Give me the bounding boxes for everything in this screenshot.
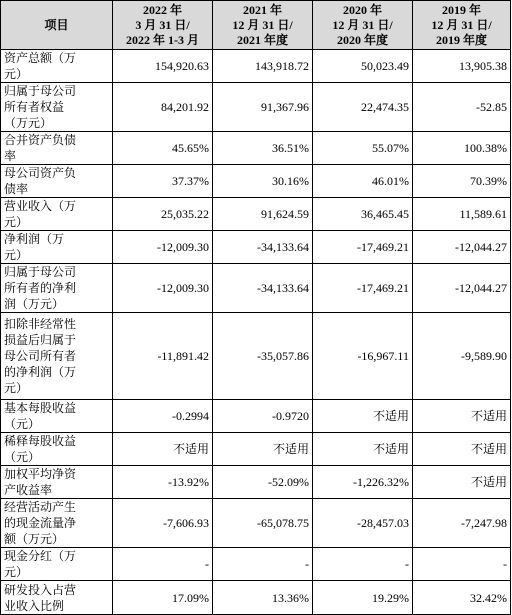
row-label-cell	[1, 264, 113, 313]
value-cell: 不适用	[113, 433, 213, 466]
value-cell: 30.16%	[213, 165, 313, 198]
header-line: 12 月 31 日/	[332, 17, 393, 32]
value-cell: 91,367.96	[213, 83, 313, 132]
row-label-line: 元）	[4, 381, 29, 395]
row-label-cell	[1, 231, 113, 264]
value-cell: 36.51%	[213, 132, 313, 165]
row-label-line: 的现金流量净	[4, 516, 77, 530]
header-cell-2021	[213, 1, 313, 50]
row-label-line: 元）	[4, 248, 29, 262]
value-cell: 46.01%	[313, 165, 413, 198]
value-cell: 13.36%	[213, 581, 313, 615]
row-label-line: 的净利润（万	[4, 365, 77, 379]
value-cell: -17,469.21	[313, 264, 413, 313]
value-cell: -	[413, 548, 511, 581]
header-line: 12 月 31 日/	[431, 17, 492, 32]
header-line: 2020 年	[342, 2, 382, 17]
header-cell-2020	[313, 1, 413, 50]
row-label-line: 元）	[4, 565, 29, 579]
row-label-line: 损益后归属于	[4, 333, 77, 347]
row-label-line: 归属于母公司	[4, 265, 77, 279]
row-label-line: 合并资产负债	[4, 133, 77, 147]
row-label-line: 率	[4, 149, 17, 163]
row-label-line: 润（万元）	[4, 297, 65, 311]
value-cell: -12,044.27	[413, 231, 511, 264]
row-label-line: 扣除非经常性	[4, 317, 77, 331]
row-label-line: 净利润（万	[4, 232, 65, 246]
value-cell: -16,967.11	[313, 313, 413, 400]
value-cell: 22,474.35	[313, 83, 413, 132]
row-label-cell	[1, 466, 113, 499]
row-label-cell	[1, 313, 113, 400]
value-cell: -34,133.64	[213, 231, 313, 264]
value-cell: 不适用	[313, 433, 413, 466]
value-cell: -12,009.30	[113, 231, 213, 264]
table-row	[1, 132, 511, 165]
row-label-line: 额（万元）	[4, 532, 65, 546]
header-line: 2022 年	[142, 2, 182, 17]
table-row	[1, 581, 511, 615]
row-label-line: 经营活动产生	[4, 500, 77, 514]
value-cell: -12,044.27	[413, 264, 511, 313]
row-label-line: 研发投入占营	[4, 582, 77, 597]
row-label-cell	[1, 499, 113, 548]
value-cell: -7,606.93	[113, 499, 213, 548]
row-label-line: （元）	[4, 417, 41, 431]
value-cell: -13.92%	[113, 466, 213, 499]
table-row	[1, 165, 511, 198]
value-cell: 55.07%	[313, 132, 413, 165]
row-label-line: （元）	[4, 450, 41, 464]
value-cell: -	[213, 548, 313, 581]
row-label-cell	[1, 50, 113, 83]
value-cell: 91,624.59	[213, 198, 313, 231]
value-cell: 25,035.22	[113, 198, 213, 231]
value-cell: -	[313, 548, 413, 581]
table-row	[1, 433, 511, 466]
row-label-line: 现金分红（万	[4, 549, 77, 563]
row-label-cell	[1, 132, 113, 165]
value-cell: 不适用	[313, 400, 413, 433]
value-cell: -65,078.75	[213, 499, 313, 548]
value-cell: 不适用	[213, 433, 313, 466]
table-row	[1, 83, 511, 132]
row-label-line: 母公司所有者	[4, 349, 77, 363]
value-cell: -12,009.30	[113, 264, 213, 313]
header-cell-2022q1	[113, 1, 213, 50]
header-line: 2021 年	[242, 2, 282, 17]
row-label-cell	[1, 83, 113, 132]
value-cell: 17.09%	[113, 581, 213, 615]
row-label-cell	[1, 198, 113, 231]
header-line: 项目	[44, 17, 69, 32]
value-cell: 84,201.92	[113, 83, 213, 132]
row-label-cell	[1, 165, 113, 198]
value-cell: -28,457.03	[313, 499, 413, 548]
row-label-line: 所有者权益	[4, 100, 65, 114]
value-cell: 154,920.63	[113, 50, 213, 83]
header-line: 2019 年	[441, 2, 481, 17]
row-label-line: 基本每股收益	[4, 401, 77, 415]
row-label-cell	[1, 581, 113, 615]
row-label-line: 营业收入（万	[4, 199, 77, 213]
header-line: 2019 年度	[435, 32, 487, 47]
row-label-cell	[1, 433, 113, 466]
row-label-line: 产收益率	[4, 483, 53, 497]
row-label-line: 归属于母公司	[4, 84, 77, 98]
header-row	[1, 1, 511, 50]
table-row	[1, 50, 511, 83]
value-cell: -	[113, 548, 213, 581]
table-header	[1, 1, 511, 50]
row-label-line: 所有者的净利	[4, 281, 77, 295]
row-label-line: 业收入比例	[4, 598, 65, 613]
header-line: 2022 年 1-3 月	[126, 32, 199, 47]
value-cell: 32.42%	[413, 581, 511, 615]
value-cell: 11,589.61	[413, 198, 511, 231]
value-cell: 19.29%	[313, 581, 413, 615]
header-line: 2021 年度	[236, 32, 288, 47]
value-cell: 70.39%	[413, 165, 511, 198]
value-cell: -11,891.42	[113, 313, 213, 400]
row-label-line: （万元）	[4, 116, 53, 130]
header-line: 12 月 31 日/	[232, 17, 293, 32]
value-cell: 50,023.49	[313, 50, 413, 83]
value-cell: -7,247.98	[413, 499, 511, 548]
header-line: 3 月 31 日/	[135, 17, 190, 32]
table-row	[1, 548, 511, 581]
value-cell: -0.2994	[113, 400, 213, 433]
table-row	[1, 400, 511, 433]
table-row	[1, 313, 511, 400]
row-label-cell	[1, 400, 113, 433]
value-cell: -35,057.86	[213, 313, 313, 400]
table-row	[1, 466, 511, 499]
row-label-line: 稀释每股收益	[4, 434, 77, 448]
value-cell: -52.09%	[213, 466, 313, 499]
value-cell: -34,133.64	[213, 264, 313, 313]
value-cell: 不适用	[413, 433, 511, 466]
header-cell-2019	[413, 1, 511, 50]
value-cell: -52.85	[413, 83, 511, 132]
header-cell-item	[1, 1, 113, 50]
row-label-line: 元）	[4, 215, 29, 229]
value-cell: -0.9720	[213, 400, 313, 433]
table-body	[1, 50, 511, 615]
row-label-line: 资产总额（万	[4, 51, 77, 65]
value-cell: 36,465.45	[313, 198, 413, 231]
table-row	[1, 499, 511, 548]
table-row	[1, 231, 511, 264]
table-row	[1, 198, 511, 231]
value-cell: 37.37%	[113, 165, 213, 198]
value-cell: 143,918.72	[213, 50, 313, 83]
row-label-line: 加权平均净资	[4, 467, 77, 481]
value-cell: 45.65%	[113, 132, 213, 165]
value-cell: 13,905.38	[413, 50, 511, 83]
value-cell: 不适用	[413, 400, 511, 433]
value-cell: 不适用	[413, 466, 511, 499]
row-label-line: 元）	[4, 67, 29, 81]
row-label-line: 母公司资产负	[4, 166, 77, 180]
header-line: 2020 年度	[336, 32, 388, 47]
value-cell: 100.38%	[413, 132, 511, 165]
row-label-line: 债率	[4, 182, 29, 196]
table-row	[1, 264, 511, 313]
value-cell: -1,226.32%	[313, 466, 413, 499]
row-label-cell	[1, 548, 113, 581]
value-cell: -9,589.90	[413, 313, 511, 400]
value-cell: -17,469.21	[313, 231, 413, 264]
